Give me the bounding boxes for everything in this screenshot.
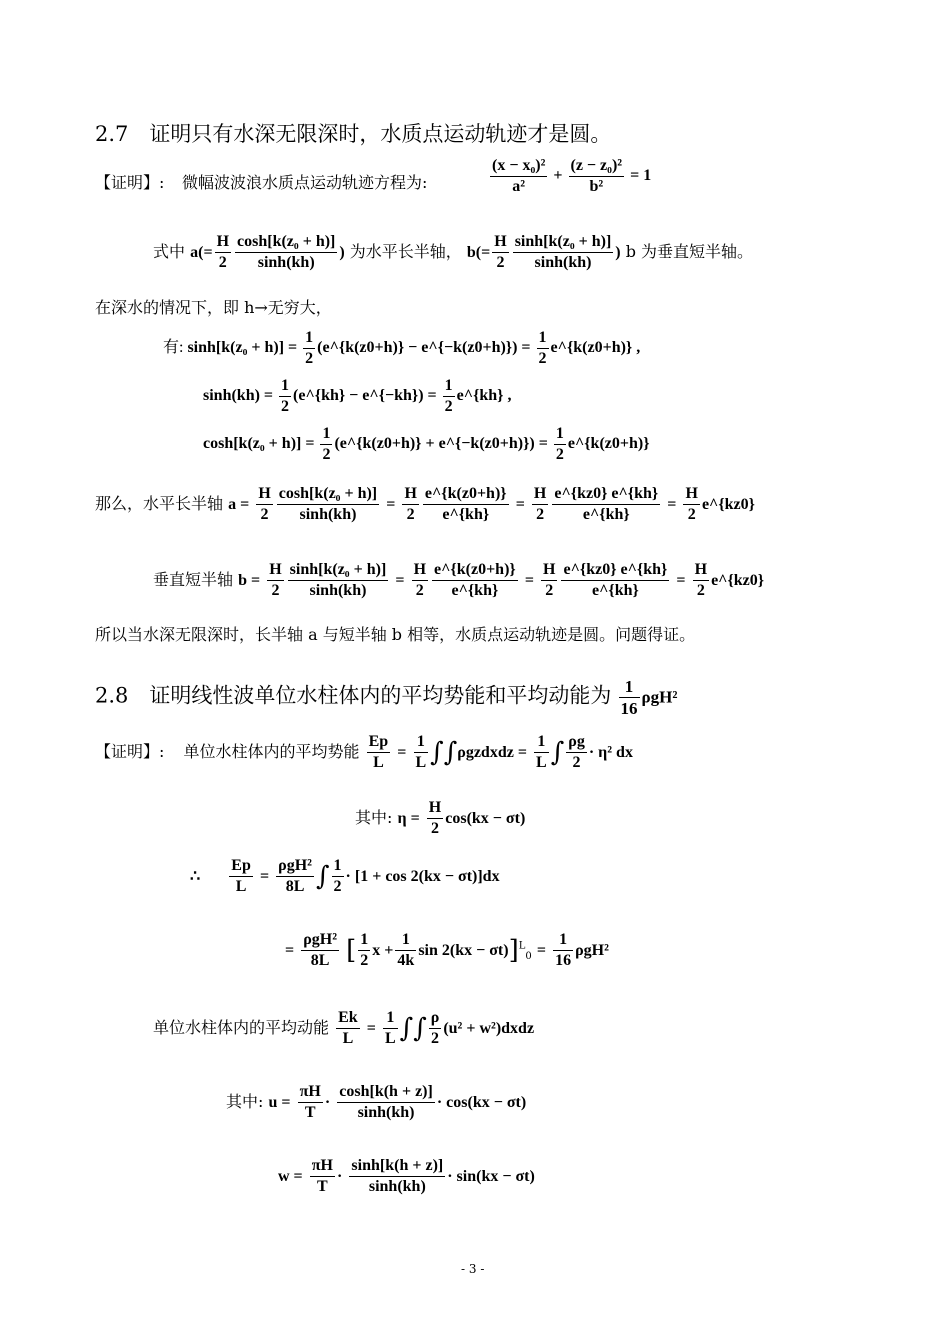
eta-definition: 其中: η = $\frac{H}{2}$ cos(kx − σt) bbox=[355, 799, 526, 837]
trajectory-equation: $\frac{\text{(x − x₀)²}}{\text{a²}}$ + $\frac{\text{(z − z₀)²}}{\text{b²}}$ = 1 bbox=[492, 157, 652, 195]
eq-cosh-kz0h: cosh[k(z₀ + h)] = $\frac{1}{2}$ (e^{k(z0+h)} + e^{−k(z0+h)}) = $\frac{1}{2}$ e^{k(z0+h)} bbox=[203, 425, 650, 463]
w-velocity-equation: w = $\frac{\pi H}{T}$ · $\frac{\sinh[k(h + z)]}{\sinh(kh)}$ · sin(kx − σt) bbox=[278, 1157, 535, 1195]
horizontal-semi-axis-derivation: 那么，水平长半轴 a = $\frac{H}{2}$ $\frac{\text{cosh[k(z₀ + h)]}}{\sinh(kh)}$ = $\frac{H}{2}$ $\frac{e\^{}\{k(z0+h)\}}{e\^{}\{kh\}}$ = $\frac{H}{2}$ $\frac{e\^{}\{kz0\} e\^{}\{kh\}}{e\^{}\{kh\}}$ = $\frac{H}{2}$ e^{kz0} bbox=[95, 485, 755, 523]
semi-axis-definitions: 式中 a(= $\frac{H}{2}$ $\frac{\text{cosh[k(z₀ + h)]}}{\sinh(kh)}$ ) 为水平长半轴， b(= $\frac{H}{2}$ $\frac{\text{sinh[k(z₀ + h)]}}{\sinh(kh)}$ ) b 为垂直短半轴。 bbox=[153, 233, 754, 271]
proof-label-2-7: 【证明】: bbox=[95, 173, 165, 192]
section-2-7-heading: 2.7 证明只有水深无限深时，水质点运动轨迹才是圆。 bbox=[95, 122, 612, 146]
eq-sinh-kh: sinh(kh) = $\frac{1}{2}$ (e^{kh} − e^{−kh}) = $\frac{1}{2}$ e^{kh} , bbox=[203, 377, 512, 415]
u-velocity-equation: 其中: u = $\frac{\pi H}{T}$ · $\frac{\cosh[k(h + z)]}{\sinh(kh)}$ · cos(kx − σt) bbox=[226, 1083, 527, 1121]
deep-water-intro: 在深水的情况下，即 h→无穷大， bbox=[95, 298, 332, 317]
potential-energy-equation: 【证明】: 单位水柱体内的平均势能 $\frac{Ep}{L}$ = $\frac{1}{L}$ ∫∫ρgzdxdz = $\frac{1}{L}$ ∫ $\frac{\rho g}{2}$ · η² dx bbox=[95, 733, 633, 771]
section-2-8-heading: 2.8 证明线性波单位水柱体内的平均势能和平均动能为 $\frac{1}{16}$ ρgH² bbox=[95, 677, 678, 719]
trajectory-intro: 微幅波波浪水质点运动轨迹方程为: bbox=[182, 173, 428, 192]
conclusion-2-7: 所以当水深无限深时，长半轴 a 与短半轴 b 相等，水质点运动轨迹是圆。问题得证。 bbox=[95, 625, 696, 644]
vertical-semi-axis-derivation: 垂直短半轴 b = $\frac{H}{2}$ $\frac{\text{sinh[k(z₀ + h)]}}{\sinh(kh)}$ = $\frac{H}{2}$ $\frac{e\^{}\{k(z0+h)\}}{e\^{}\{kh\}}$ = $\frac{H}{2}$ $\frac{e\^{}\{kz0\} e\^{}\{kh\}}{e\^{}\{kh\}}$ = $\frac{H}{2}$ e^{kz0} bbox=[153, 561, 765, 599]
potential-energy-step-2: ∴ $\frac{Ep}{L}$ = $\frac{\text{ρgH²}}{8L}$ ∫ $\frac{1}{2}$ · [1 + cos 2(kx − σt)]dx bbox=[190, 857, 500, 895]
page-number: - 3 - bbox=[461, 1262, 485, 1276]
eq-sinh-kz0h: 有: sinh[k(z₀ + h)] = $\frac{1}{2}$ (e^{k(z0+h)} − e^{−k(z0+h)}) = $\frac{1}{2}$ e^{k(z0+h)} , bbox=[163, 329, 641, 367]
kinetic-energy-equation: 单位水柱体内的平均动能 $\frac{Ek}{L}$ = $\frac{1}{L}$ ∫∫ $\frac{\rho}{2}$ (u² + w²)dxdz bbox=[153, 1009, 535, 1047]
potential-energy-result: = $\frac{\text{ρgH²}}{8L}$ [ $\frac{1}{2}$ x + $\frac{1}{4k}$ sin 2(kx − σt)]$^L_0$ = $\frac{1}{16}$ ρgH² bbox=[285, 931, 609, 969]
